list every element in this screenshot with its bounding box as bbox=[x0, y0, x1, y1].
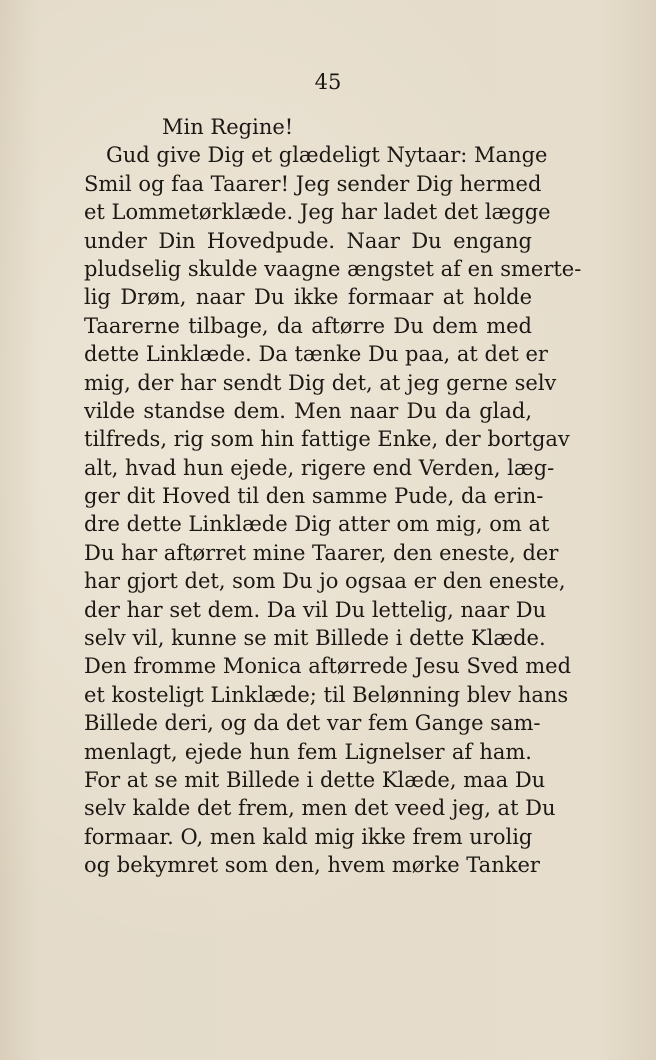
text-line: For at se mit Billede i dette Klæde, maa Du bbox=[84, 767, 546, 792]
text-line: lig Drøm, naar Du ikke formaar at holde bbox=[84, 285, 532, 310]
page-number: 45 bbox=[314, 70, 342, 94]
text-line: tilfreds, rig som hin fattige Enke, der bortgav bbox=[84, 427, 570, 452]
text-line: Den fromme Monica aftørrede Jesu Sved med bbox=[84, 654, 572, 679]
text-line: Du har aftørret mine Taarer, den eneste, der bbox=[84, 540, 559, 565]
text-line: pludselig skulde vaagne ængstet af en smerte- bbox=[84, 256, 582, 281]
text-line: formaar. O, men kald mig ikke frem urolig bbox=[84, 824, 533, 849]
text-line: der har set dem. Da vil Du lettelig, naar Du bbox=[84, 597, 547, 622]
text-line: Billede deri, og da det var fem Gange sam- bbox=[84, 711, 541, 736]
text-line: selv kalde det frem, men det veed jeg, at Du bbox=[84, 796, 556, 821]
text-line: alt, hvad hun ejede, rigere end Verden, læg- bbox=[84, 455, 555, 480]
text-line: menlagt, ejede hun fem Lignelser af ham. bbox=[84, 739, 532, 764]
salutation: Min Regine! bbox=[162, 115, 294, 139]
text-line: et Lommetørklæde. Jeg har ladet det lægge bbox=[84, 200, 551, 225]
text-line: ger dit Hoved til den samme Pude, da erin- bbox=[84, 484, 544, 509]
text-line: Gud give Dig et glædeligt Nytaar: Mange bbox=[106, 143, 548, 168]
text-line: dette Linklæde. Da tænke Du paa, at det er bbox=[84, 342, 548, 367]
text-line: vilde standse dem. Men naar Du da glad, bbox=[84, 398, 532, 423]
text-line: et kosteligt Linklæde; til Belønning blev hans bbox=[84, 682, 569, 707]
text-line: mig, der har sendt Dig det, at jeg gerne selv bbox=[84, 370, 557, 395]
text-line: under Din Hovedpude. Naar Du engang bbox=[84, 228, 532, 253]
text-line: og bekymret som den, hvem mørke Tanker bbox=[84, 853, 540, 878]
text-line: Taarerne tilbage, da aftørre Du dem med bbox=[84, 313, 532, 338]
text-line: selv vil, kunne se mit Billede i dette Klæde. bbox=[84, 626, 546, 651]
text-line: Smil og faa Taarer! Jeg sender Dig hermed bbox=[84, 171, 542, 196]
text-line: har gjort det, som Du jo ogsaa er den eneste, bbox=[84, 569, 566, 594]
letter-text bbox=[84, 113, 582, 880]
text-line: dre dette Linklæde Dig atter om mig, om at bbox=[84, 512, 550, 537]
